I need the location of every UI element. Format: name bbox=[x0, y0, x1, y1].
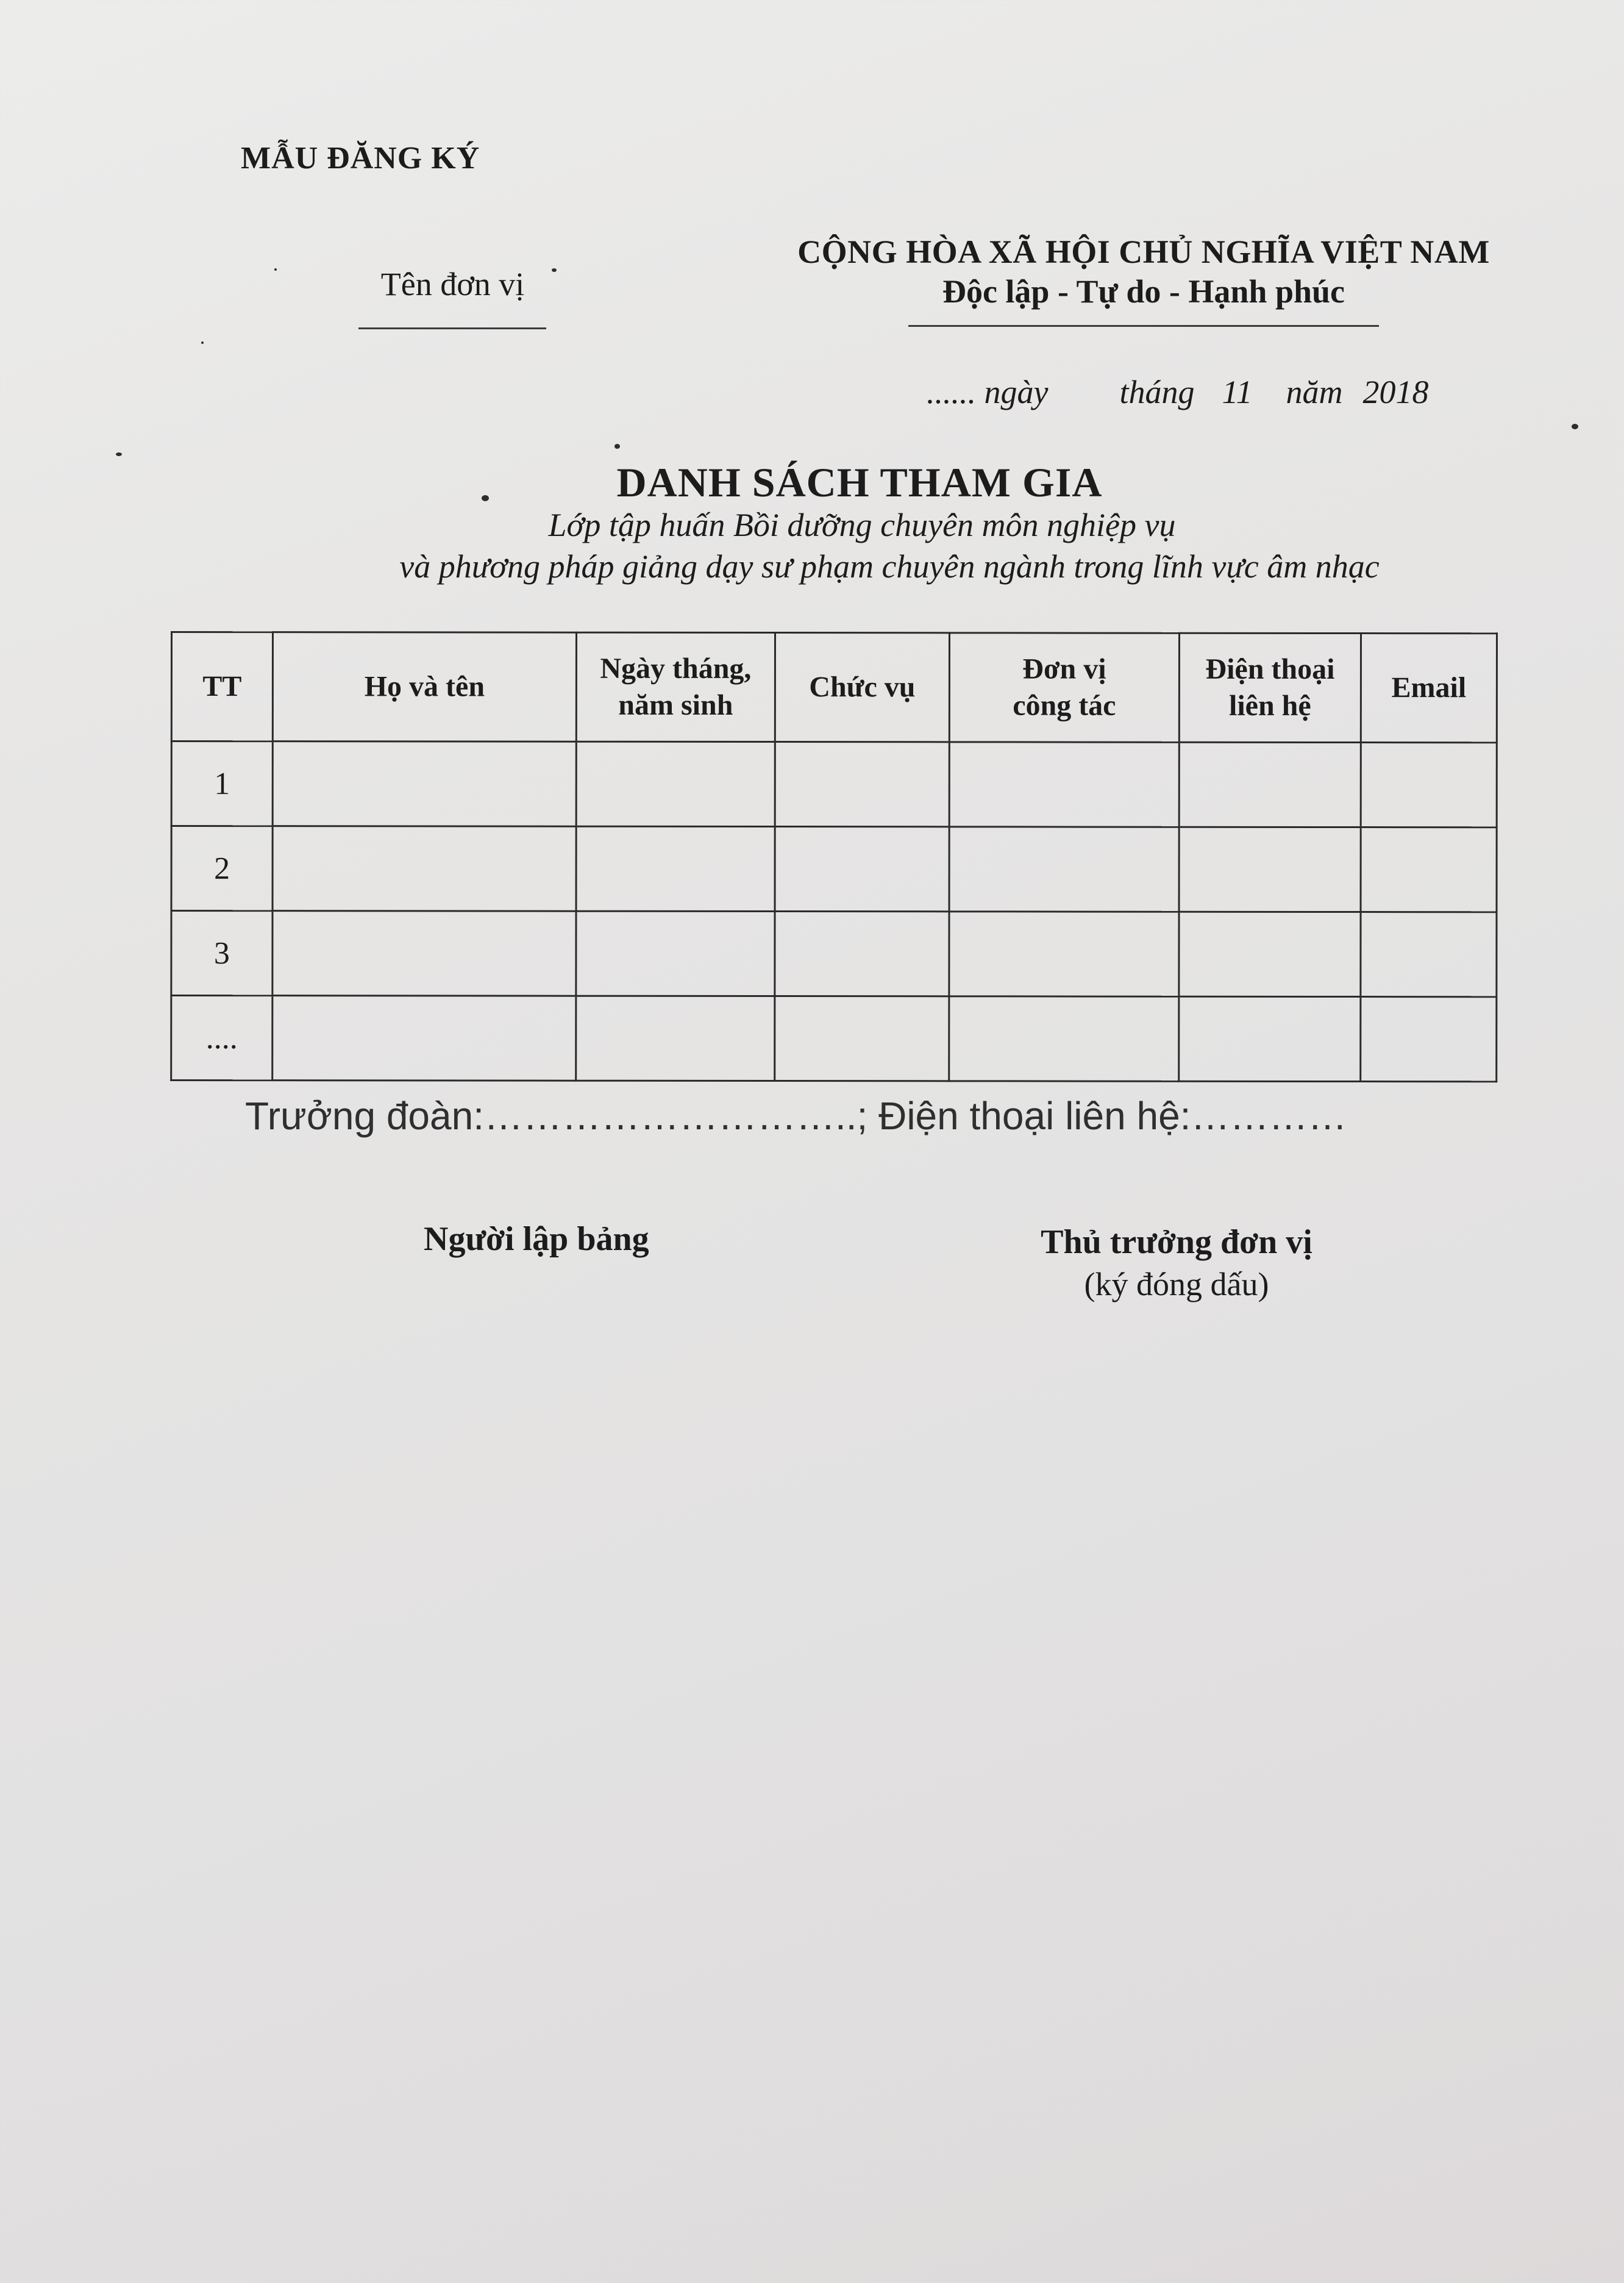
table-row bbox=[171, 911, 1497, 997]
name-cell[interactable] bbox=[272, 826, 576, 912]
birthdate-cell[interactable] bbox=[576, 996, 775, 1081]
delegation-leader-line: Trưởng đoàn:………………………..; Điện thoại liên hệ:………… bbox=[245, 1094, 1347, 1138]
unit-cell[interactable] bbox=[949, 742, 1179, 827]
table-header-row bbox=[171, 632, 1497, 743]
birthdate-cell[interactable] bbox=[576, 741, 775, 826]
row-number-cell: 1 bbox=[171, 741, 272, 826]
scan-speck bbox=[274, 268, 277, 271]
phone-cell[interactable] bbox=[1179, 742, 1361, 827]
scan-speck bbox=[201, 341, 204, 344]
form-label: MẪU ĐĂNG KÝ bbox=[241, 141, 480, 176]
email-cell[interactable] bbox=[1361, 743, 1497, 827]
date-year-value: 2018 bbox=[1362, 374, 1429, 410]
national-title: CỘNG HÒA XÃ HỘI CHỦ NGHĨA VIỆT NAM bbox=[797, 234, 1490, 270]
email-cell[interactable] bbox=[1361, 827, 1497, 912]
email-cell[interactable] bbox=[1361, 997, 1497, 1082]
row-number-cell: .... bbox=[171, 996, 272, 1081]
preparer-signature-label: Người lập bảng bbox=[424, 1220, 649, 1258]
name-cell[interactable] bbox=[272, 741, 576, 827]
date-month-value: 11 bbox=[1222, 374, 1253, 410]
scan-speck bbox=[552, 268, 557, 272]
header-cell-unit: Đơn vị công tác bbox=[949, 633, 1179, 742]
header-cell-name: Họ và tên bbox=[272, 632, 576, 742]
table-row bbox=[171, 741, 1497, 827]
name-cell[interactable] bbox=[272, 996, 576, 1081]
scan-speck bbox=[614, 444, 620, 449]
header-cell-phone: Điện thoại liên hệ bbox=[1179, 633, 1361, 742]
unit-cell[interactable] bbox=[949, 996, 1179, 1081]
email-cell[interactable] bbox=[1361, 912, 1497, 997]
position-cell[interactable] bbox=[775, 996, 949, 1081]
position-cell[interactable] bbox=[775, 827, 949, 912]
document-subtitle-line2: và phương pháp giảng dạy sư phạm chuyên ngành trong lĩnh vực âm nhạc bbox=[399, 548, 1380, 585]
unit-name-underline bbox=[358, 327, 546, 329]
unit-cell[interactable] bbox=[949, 827, 1179, 912]
date-year-label: năm bbox=[1286, 374, 1343, 410]
scan-speck bbox=[1572, 424, 1578, 429]
document-title: DANH SÁCH THAM GIA bbox=[616, 459, 1103, 506]
document-subtitle-line1: Lớp tập huấn Bồi dưỡng chuyên môn nghiệp vụ bbox=[548, 507, 1176, 543]
header-cell-position: Chức vụ bbox=[775, 633, 949, 742]
row-number-cell: 3 bbox=[171, 911, 272, 996]
row-number-cell: 2 bbox=[171, 826, 272, 911]
national-motto: Độc lập - Tự do - Hạnh phúc bbox=[942, 273, 1345, 310]
phone-cell[interactable] bbox=[1179, 996, 1361, 1081]
unit-head-signature-label: Thủ trưởng đơn vị bbox=[1041, 1223, 1312, 1261]
table-row bbox=[171, 996, 1497, 1082]
unit-cell[interactable] bbox=[949, 912, 1179, 996]
scan-speck bbox=[116, 452, 122, 456]
unit-name: Tên đơn vị bbox=[380, 266, 525, 302]
header-cell-birthdate: Ngày tháng, năm sinh bbox=[576, 632, 775, 741]
name-cell[interactable] bbox=[272, 911, 576, 996]
phone-cell[interactable] bbox=[1179, 912, 1361, 996]
table-row bbox=[171, 826, 1497, 912]
position-cell[interactable] bbox=[775, 742, 949, 827]
phone-cell[interactable] bbox=[1179, 827, 1361, 912]
date-month-label: tháng bbox=[1119, 374, 1195, 410]
position-cell[interactable] bbox=[775, 912, 949, 996]
date-line bbox=[927, 373, 1428, 411]
motto-underline bbox=[908, 325, 1379, 327]
unit-head-stamp-note: (ký đóng dấu) bbox=[1084, 1266, 1269, 1302]
birthdate-cell[interactable] bbox=[576, 911, 775, 996]
header-cell-email: Email bbox=[1361, 634, 1497, 743]
date-day: ...... ngày bbox=[927, 374, 1049, 410]
participant-table bbox=[170, 631, 1498, 1082]
header-cell-tt: TT bbox=[171, 632, 272, 741]
scan-speck bbox=[482, 495, 489, 501]
birthdate-cell[interactable] bbox=[576, 826, 775, 911]
